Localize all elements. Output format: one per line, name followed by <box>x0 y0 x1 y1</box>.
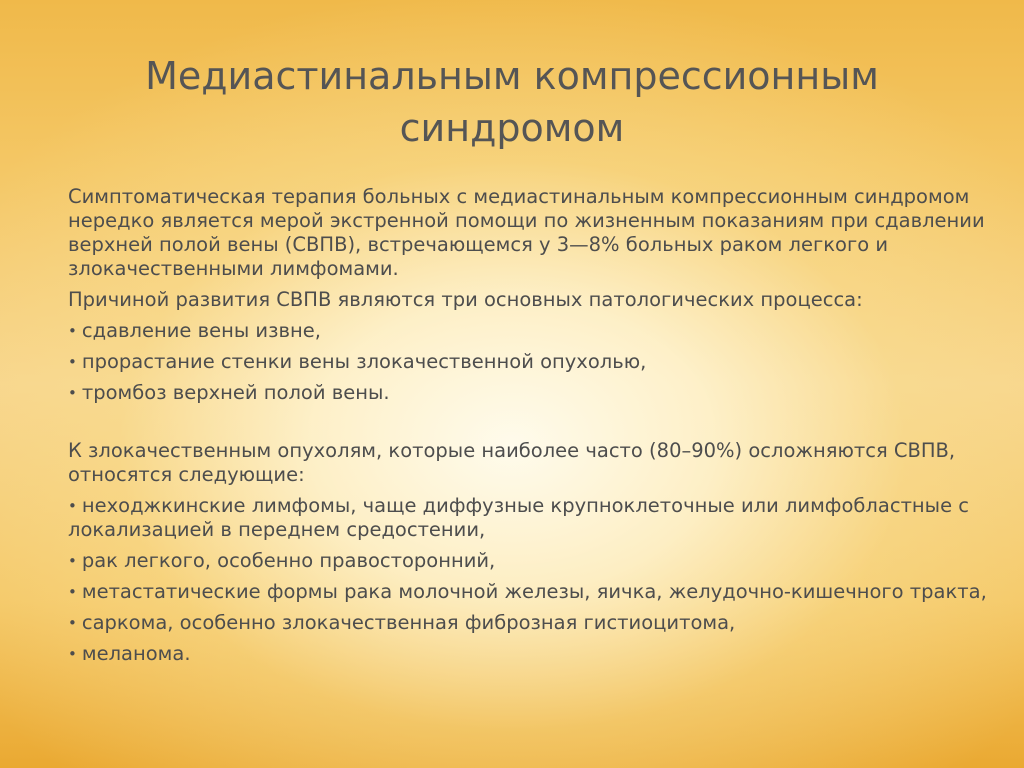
tumor-item <box>68 494 988 542</box>
bullet-icon: • <box>68 614 77 632</box>
cause-text: прорастание стенки вены злокачественной опухолью, <box>81 350 647 373</box>
cause-item <box>68 319 988 343</box>
bullet-icon: • <box>68 353 77 371</box>
bullet-icon: • <box>68 497 77 515</box>
tumor-item <box>68 642 988 666</box>
tumors-heading: К злокачественным опухолям, которые наиболее часто (80–90%) осложняются СВПВ, относятся следующие: <box>68 439 956 486</box>
bullet-icon: • <box>68 322 77 340</box>
tumor-text: неходжкинские лимфомы, чаще диффузные крупноклеточные или лимфобластные с локализацией в переднем средостении, <box>68 494 969 541</box>
cause-item <box>68 350 988 374</box>
slide-title: Медиастинальным компрессионным синдромом <box>145 54 879 150</box>
cause-text: сдавление вены извне, <box>81 319 321 342</box>
tumor-item <box>68 580 988 604</box>
tumor-text: меланома. <box>81 642 191 665</box>
bullet-icon: • <box>68 583 77 601</box>
tumor-item <box>68 549 988 573</box>
slide-content <box>68 185 988 673</box>
cause-text: тромбоз верхней полой вены. <box>81 381 390 404</box>
bullet-icon: • <box>68 384 77 402</box>
tumor-item <box>68 611 988 635</box>
spacer <box>68 412 988 439</box>
intro-paragraph: Симптоматическая терапия больных с медиастинальным компрессионным синдромом нередко является мерой экстренной помощи по жизненным показаниям при сдавлении верхней полой вены (СВПВ), встречающемся у 3—8% больных раком легкого и злокачественными лимфомами. <box>68 185 985 280</box>
bullet-icon: • <box>68 645 77 663</box>
cause-item <box>68 381 988 405</box>
bullet-icon: • <box>68 552 77 570</box>
tumor-text: саркома, особенно злокачественная фиброзная гистиоцитома, <box>81 611 736 634</box>
causes-heading: Причиной развития СВПВ являются три основных патологических процесса: <box>68 288 863 311</box>
tumor-text: рак легкого, особенно правосторонний, <box>81 549 496 572</box>
tumor-text: метастатические формы рака молочной железы, яичка, желудочно-кишечного тракта, <box>81 580 987 603</box>
